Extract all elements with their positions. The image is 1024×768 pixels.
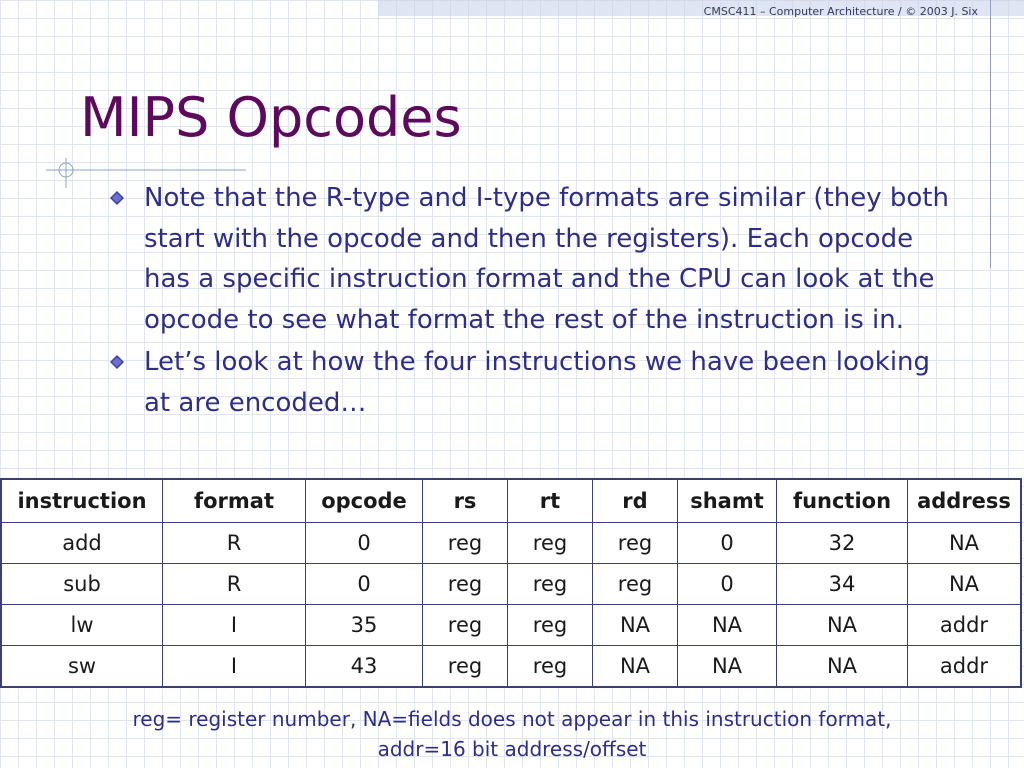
table-cell: R: [163, 523, 306, 564]
table-header-row: [1, 479, 1021, 523]
table-cell: reg: [593, 564, 678, 605]
table-cell: 35: [306, 605, 423, 646]
bullet-item: [104, 342, 964, 423]
table-cell: reg: [508, 523, 593, 564]
footnote-line-1: reg= register number, NA=fields does not appear in this instruction format,: [132, 707, 892, 731]
bullet-text: Note that the R-type and I-type formats are similar (they both start with the opcode and then the registers). Each opcode has a specific instruction format and the CPU can look at the opcode to see what format the rest of the instruction is in.: [144, 183, 949, 335]
table-cell: reg: [423, 564, 508, 605]
slide-title: MIPS Opcodes: [80, 86, 462, 149]
table-cell: 0: [678, 523, 777, 564]
table-cell: R: [163, 564, 306, 605]
column-header: shamt: [678, 479, 777, 523]
table-cell: sw: [1, 646, 163, 688]
column-header: rd: [593, 479, 678, 523]
table-row: [1, 605, 1021, 646]
table-cell: NA: [777, 605, 908, 646]
bullet-item: [104, 178, 964, 340]
table-cell: reg: [593, 523, 678, 564]
table-cell: 34: [777, 564, 908, 605]
decorative-vertical-line: [990, 0, 991, 268]
table-cell: addr: [908, 646, 1022, 688]
table-cell: reg: [423, 646, 508, 688]
table-cell: add: [1, 523, 163, 564]
table-cell: reg: [508, 564, 593, 605]
table-row: [1, 523, 1021, 564]
table-cell: NA: [593, 646, 678, 688]
table-cell: reg: [423, 523, 508, 564]
column-header: rs: [423, 479, 508, 523]
table-cell: sub: [1, 564, 163, 605]
table-cell: I: [163, 605, 306, 646]
table-cell: NA: [777, 646, 908, 688]
bullet-list: [104, 178, 964, 425]
table-cell: NA: [593, 605, 678, 646]
table-cell: reg: [508, 605, 593, 646]
column-header: format: [163, 479, 306, 523]
table-cell: NA: [678, 646, 777, 688]
table-cell: addr: [908, 605, 1022, 646]
table-cell: 32: [777, 523, 908, 564]
table-cell: I: [163, 646, 306, 688]
table-row: [1, 564, 1021, 605]
bullet-text: Let’s look at how the four instructions we have been looking at are encoded…: [144, 347, 931, 418]
diamond-bullet-icon: [110, 191, 124, 205]
table-cell: NA: [908, 564, 1022, 605]
column-header: opcode: [306, 479, 423, 523]
table-cell: NA: [908, 523, 1022, 564]
table-row: [1, 646, 1021, 688]
opcode-table: [0, 478, 1022, 688]
table-cell: 0: [306, 523, 423, 564]
diamond-bullet-icon: [110, 355, 124, 369]
footnote: [40, 704, 984, 764]
column-header: rt: [508, 479, 593, 523]
table-cell: 43: [306, 646, 423, 688]
footnote-line-2: addr=16 bit address/offset: [377, 737, 647, 761]
table-cell: lw: [1, 605, 163, 646]
column-header: instruction: [1, 479, 163, 523]
table-cell: reg: [423, 605, 508, 646]
table-cell: reg: [508, 646, 593, 688]
column-header: address: [908, 479, 1022, 523]
table-cell: 0: [306, 564, 423, 605]
column-header: function: [777, 479, 908, 523]
header-text: CMSC411 – Computer Architecture / © 2003 J. Six: [703, 5, 978, 18]
table-cell: 0: [678, 564, 777, 605]
table-cell: NA: [678, 605, 777, 646]
